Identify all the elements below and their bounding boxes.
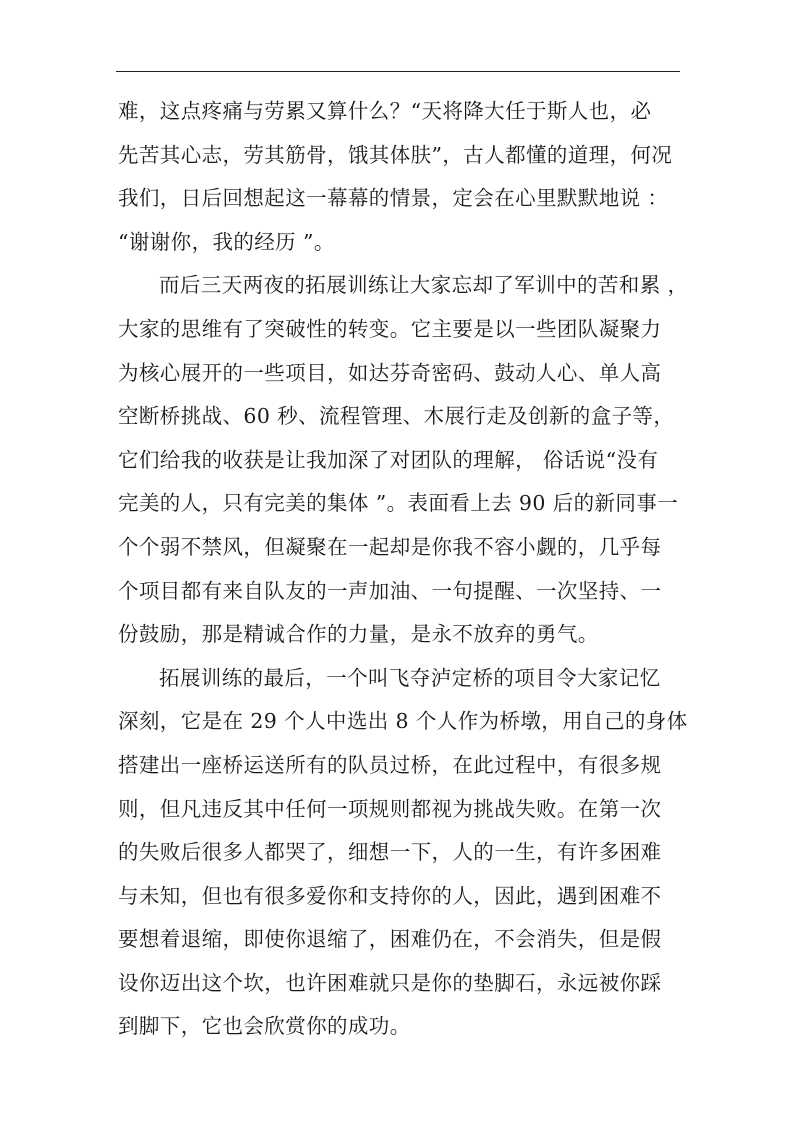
text-line: 则，但凡违反其中任何一项规则都视为挑战失败。在第一次 — [118, 796, 662, 821]
paragraph-1 — [118, 90, 688, 264]
text-line: 空断桥挑战、60 秒、流程管理、木展行走及创新的盒子等， — [118, 404, 675, 429]
text-line: 搭建出一座桥运送所有的队员过桥，在此过程中，有很多规 — [118, 752, 662, 777]
text-line: 要想着退缩，即使你退缩了，困难仍在，不会消失，但是假 — [118, 927, 662, 952]
text-line: “谢谢你，我的经历 ”。 — [118, 229, 335, 254]
paragraph-3 — [118, 657, 688, 1049]
text-line: 深刻，它是在 29 个人中选出 8 个人作为桥墩，用自己的身体 — [118, 709, 688, 734]
text-line: 而后三天两夜的拓展训练让大家忘却了军训中的苦和累 ， — [159, 273, 689, 298]
text-line: 与未知，但也有很多爱你和支持你的人，因此，遇到困难不 — [118, 883, 662, 908]
text-line: 份鼓励，那是精诚合作的力量，是永不放弃的勇气。 — [118, 622, 599, 647]
body-text — [118, 90, 688, 1049]
text-line: 个个弱不禁风，但凝聚在一起却是你我不容小觑的，几乎每 — [118, 534, 662, 559]
text-line: 到脚下，它也会欣赏你的成功。 — [118, 1014, 411, 1039]
paragraph-2 — [118, 264, 688, 656]
text-line: 大家的思维有了突破性的转变。它主要是以一些团队凝聚力 — [118, 316, 662, 341]
text-line: 难，这点疼痛与劳累又算什么？“天将降大任于斯人也，必 — [118, 99, 652, 123]
text-line: 为核心展开的一些项目，如达芬奇密码、鼓动人心、单人高 — [118, 360, 662, 385]
text-line: 它们给我的收获是让我加深了对团队的理解， 俗话说“没有 — [118, 447, 659, 472]
text-line: 完美的人，只有完美的集体 ”。表面看上去 90 后的新同事一 — [118, 491, 679, 516]
text-line: 设你迈出这个坎，也许困难就只是你的垫脚石，永远被你踩 — [118, 970, 662, 995]
text-line: 拓展训练的最后，一个叫飞夺泸定桥的项目令大家记忆 — [159, 665, 661, 690]
text-line: 我们，日后回想起这一幕幕的情景，定会在心里默默地说 ： — [118, 186, 669, 211]
text-line: 的失败后很多人都哭了，细想一下，人的一生，有许多困难 — [118, 840, 662, 865]
text-line: 个项目都有来自队友的一声加油、一句提醒、一次坚持、一 — [118, 578, 662, 603]
header-rule — [116, 71, 680, 72]
text-line: 先苦其心志，劳其筋骨，饿其体肤”，古人都懂的道理，何况 — [118, 142, 673, 167]
